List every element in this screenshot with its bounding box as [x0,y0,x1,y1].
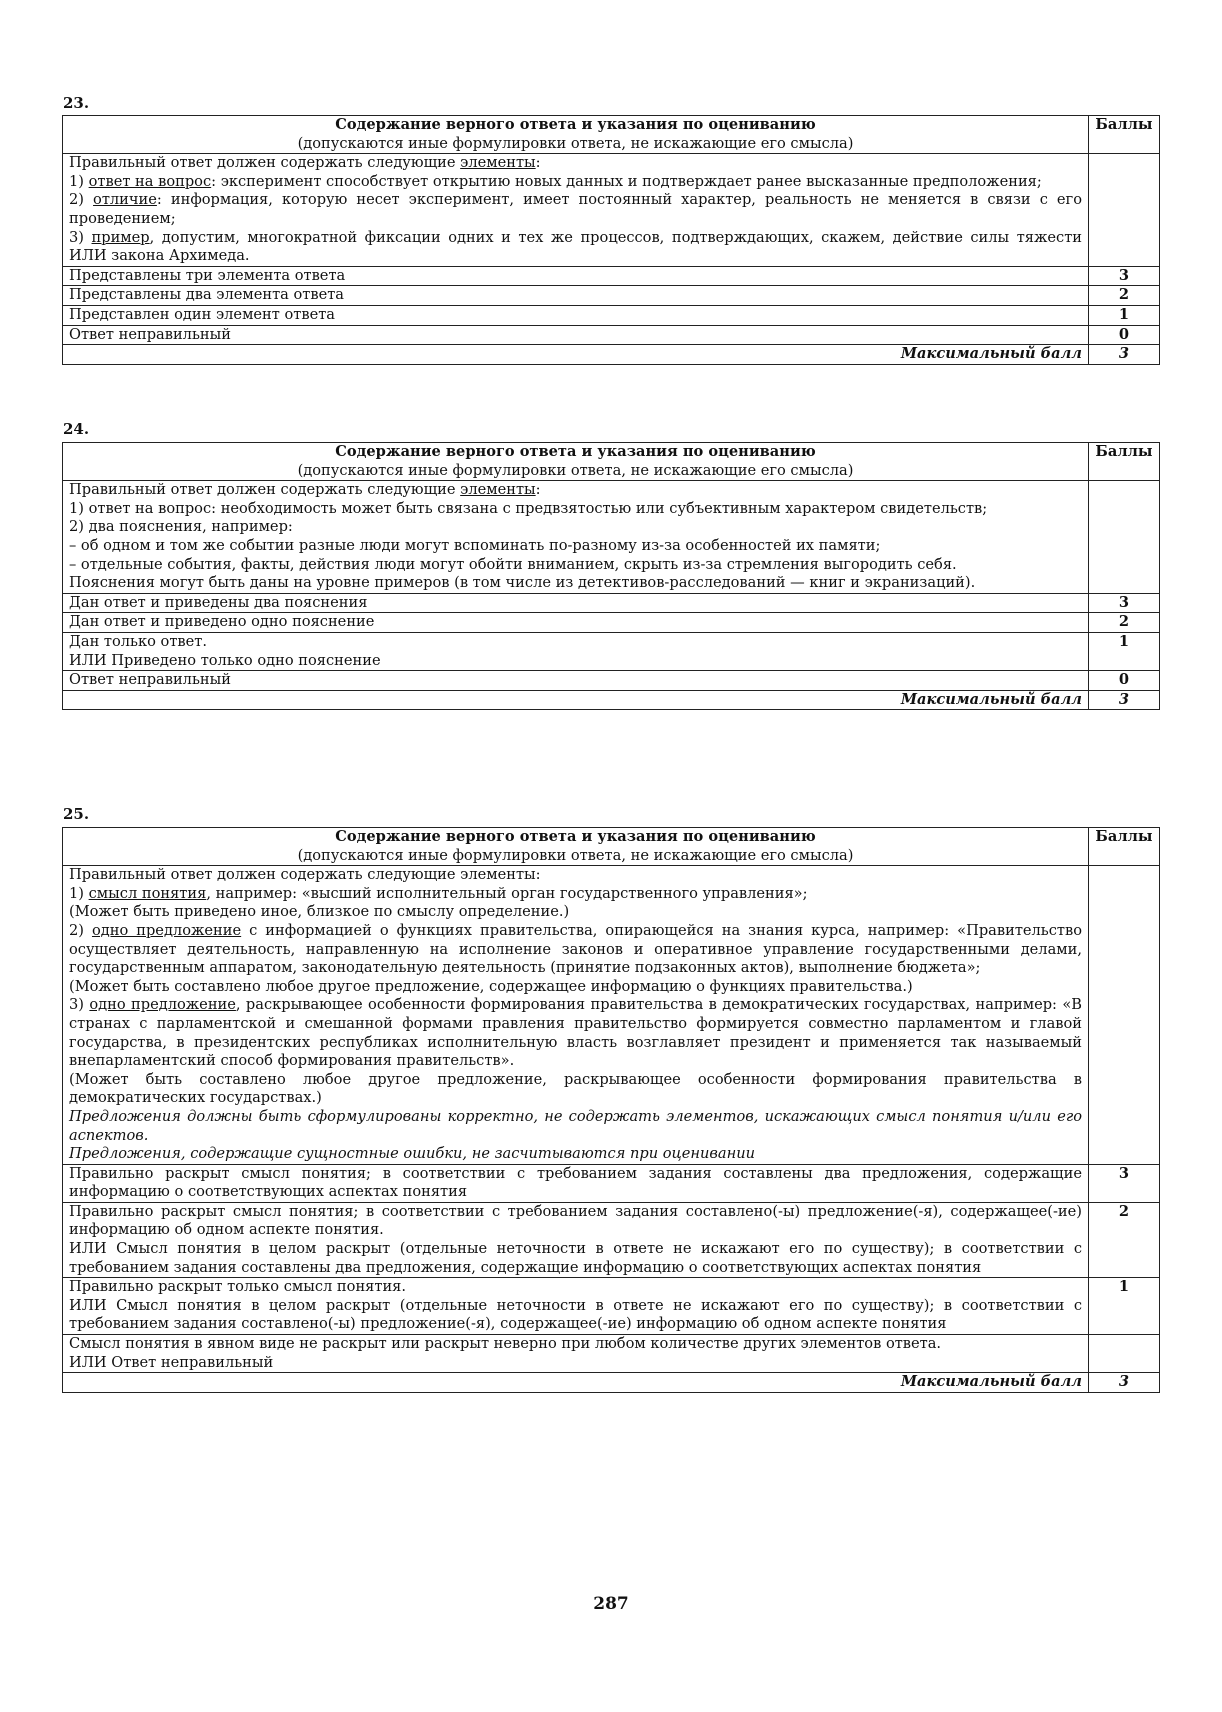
max-score-row [63,1373,1160,1393]
element-key: одно предложение [91,921,242,939]
score-points: 2 [1089,1202,1160,1277]
element-key: смысл понятия [88,884,207,902]
intro-underlined: элементы [460,154,536,172]
task-number-24: 24. [63,420,90,438]
answer-intro: Правильный ответ должен содержать следующие элементы: [69,154,541,172]
explanation-2: – отдельные события, факты, действия люди могут обойти вниманием, скрыть из-за стремления выгородить себя. [69,555,957,573]
criterion-line: ИЛИ Смысл понятия в целом раскрыт (отдельные неточности в ответе не искажают его по существу); в соответствии с требованием задания составлены два предложения, содержащие информацию о соответствующих аспектах понятия [69,1240,1082,1276]
element-3 [69,229,1082,266]
element-3 [69,996,1082,1070]
element-label: 2) [69,921,92,939]
points-header: Баллы [1089,443,1160,481]
max-score-label: Максимальный балл [63,345,1089,365]
element-2: 2) два пояснения, например: [69,518,293,536]
element-1 [69,173,1082,192]
table-header-row [63,443,1160,481]
element-label: 1) [69,884,89,902]
max-score-value: 3 [1089,1373,1160,1393]
header-subtitle: (допускаются иные формулировки ответа, не искажающие его смысла) [297,461,854,479]
score-criterion: Ответ неправильный [63,325,1089,345]
score-row [63,1278,1160,1335]
score-points: 1 [1089,305,1160,325]
element-label: 3) [69,996,90,1014]
header-subtitle: (допускаются иные формулировки ответа, не искажающие его смысла) [297,846,854,864]
intro-text: Правильный ответ должен содержать следующие [69,154,461,172]
element-key: пример [91,228,150,246]
element-2-note: (Может быть составлено любое другое предложение, содержащее информацию о функциях правительства.) [69,977,913,995]
score-criterion: Дан ответ и приведены два пояснения [63,593,1089,613]
element-2 [69,922,1082,978]
element-text: , допустим, многократной фиксации одних и тех же процессов, подтверждающих, скажем, действие силы тяжести ИЛИ закона Архимеда. [69,228,1083,265]
criterion-line: Дан только ответ. [69,632,207,650]
header-title: Содержание верного ответа и указания по оцениванию [335,116,816,133]
header-title: Содержание верного ответа и указания по оцениванию [335,828,816,845]
intro-underlined: элементы [460,481,536,499]
score-points: 1 [1089,632,1160,670]
element-text: , например: «высший исполнительный орган государственного управления»; [206,884,808,902]
score-points: 3 [1089,593,1160,613]
header-title: Содержание верного ответа и указания по оцениванию [335,443,816,460]
criterion-line: ИЛИ Ответ неправильный [69,1353,274,1371]
element-label: 2) [69,191,94,209]
score-points: 3 [1089,266,1160,286]
element-key: отличие [93,191,157,209]
points-cell-empty [1089,481,1160,594]
answer-content [63,481,1089,594]
element-label: 3) [69,228,92,246]
header-cell [63,116,1089,154]
criteria-table-24 [62,442,1160,710]
max-score-label: Максимальный балл [63,1373,1089,1393]
score-row [63,593,1160,613]
points-header: Баллы [1089,116,1160,154]
score-row [63,286,1160,306]
score-criterion: Дан ответ и приведено одно пояснение [63,613,1089,633]
score-points [1089,1335,1160,1373]
element-2 [69,191,1082,228]
answer-intro: Правильный ответ должен содержать следующие элементы: [69,481,541,499]
points-cell-empty [1089,866,1160,1165]
score-row [63,266,1160,286]
max-score-value: 3 [1089,345,1160,365]
max-score-label: Максимальный балл [63,690,1089,710]
score-criterion [63,1202,1089,1277]
element-3-note: (Может быть составлено любое другое предложение, раскрывающее особенности формирования правительства в демократических государствах.) [69,1070,1082,1107]
table-header-row [63,828,1160,866]
intro-text: Правильный ответ должен содержать следующие [69,481,461,499]
answer-content-row [63,154,1160,267]
table-header-row [63,116,1160,154]
note: Пояснения могут быть даны на уровне примеров (в том числе из детективов-расследований — книг и экранизаций). [69,574,976,592]
score-points: 2 [1089,286,1160,306]
header-cell [63,828,1089,866]
max-score-row [63,690,1160,710]
italic-note-2: Предложения, содержащие сущностные ошибки, не засчитываются при оценивании [69,1145,755,1163]
criterion-line: Смысл понятия в явном виде не раскрыт или раскрыт неверно при любом количестве других элементов ответа. [69,1335,942,1353]
score-criterion: Представлены два элемента ответа [63,286,1089,306]
element-1 [69,885,1082,904]
element-key: ответ на вопрос [88,172,212,190]
answer-content-row [63,481,1160,594]
task-number-23: 23. [63,94,90,112]
criterion-line: ИЛИ Приведено только одно пояснение [69,651,381,669]
score-points: 1 [1089,1278,1160,1335]
score-row [63,305,1160,325]
criteria-table-25 [62,827,1160,1393]
answer-content [63,154,1089,267]
element-text: , раскрывающее особенности формирования правительства в демократических государствах, например: «В странах с парламентской и смешанной формами правления правительство формируется совместно парламентом и главой государства, в президентских республиках исполнительную власть возглавляет президент и применяется так называемый внепарламентский способ формирования правительств». [69,996,1082,1070]
answer-intro: Правильный ответ должен содержать следующие элементы: [69,866,541,884]
max-score-row [63,345,1160,365]
criterion-line: Правильно раскрыт только смысл понятия. [69,1278,407,1296]
element-label: 1) [69,172,89,190]
score-points: 3 [1089,1164,1160,1202]
points-cell-empty [1089,154,1160,267]
element-text: с информацией о функциях правительства, опирающейся на знания курса, например: «Правительство осуществляет деятельность, направленную на исполнение законов и оперативное управление государственными делами, государственным аппаратом, законодательную деятельность (принятие подзаконных актов), выполнение бюджета»; [69,921,1082,977]
score-criterion [63,1335,1089,1373]
score-criterion [63,1278,1089,1335]
score-row [63,632,1160,670]
points-header: Баллы [1089,828,1160,866]
element-text: : информация, которую несет эксперимент, имеет постоянный характер, реальность не меняется в связи с его проведением; [69,191,1082,227]
max-score-value: 3 [1089,690,1160,710]
score-criterion: Представлен один элемент ответа [63,305,1089,325]
score-points: 0 [1089,671,1160,691]
score-points: 0 [1089,325,1160,345]
element-text: : эксперимент способствует открытию новых данных и подтверждает ранее высказанные предположения; [211,172,1042,190]
score-criterion: Представлены три элемента ответа [63,266,1089,286]
element-1-note: (Может быть приведено иное, близкое по смыслу определение.) [69,903,570,921]
element-1: 1) ответ на вопрос: необходимость может быть связана с предвзятостью или субъективным характером свидетельств; [69,499,988,517]
italic-note-1: Предложения должны быть сформулированы корректно, не содержать элементов, искажающих смысл понятия и/или его аспектов. [69,1107,1082,1144]
score-row [63,671,1160,691]
score-criterion: Ответ неправильный [63,671,1089,691]
answer-content [63,866,1089,1165]
score-criterion [63,632,1089,670]
task-number-25: 25. [63,805,90,823]
answer-content-row [63,866,1160,1165]
explanation-1: – об одном и том же событии разные люди могут вспоминать по-разному из-за особенностей их памяти; [69,536,881,554]
criterion-line: Правильно раскрыт смысл понятия; в соответствии с требованием задания составлено(-ы) предложение(-я), содержащее(-ие) информацию об одном аспекте понятия. [69,1202,1082,1239]
criteria-table-23 [62,115,1160,365]
header-cell [63,443,1089,481]
page-number: 287 [593,1594,629,1614]
score-row [63,1202,1160,1277]
score-row [63,1164,1160,1202]
score-row [63,1335,1160,1373]
score-row [63,613,1160,633]
header-subtitle: (допускаются иные формулировки ответа, не искажающие его смысла) [297,134,854,152]
element-key: одно предложение [89,996,236,1014]
criterion-line: ИЛИ Смысл понятия в целом раскрыт (отдельные неточности в ответе не искажают его по существу); в соответствии с требованием задания составлено(-ы) предложение(-я), содержащее(-ие) информацию об одном аспекте понятия [69,1296,1082,1333]
score-row [63,325,1160,345]
score-criterion: Правильно раскрыт смысл понятия; в соответствии с требованием задания составлены два предложения, содержащие информацию о соответствующих аспектах понятия [63,1164,1089,1202]
score-points: 2 [1089,613,1160,633]
